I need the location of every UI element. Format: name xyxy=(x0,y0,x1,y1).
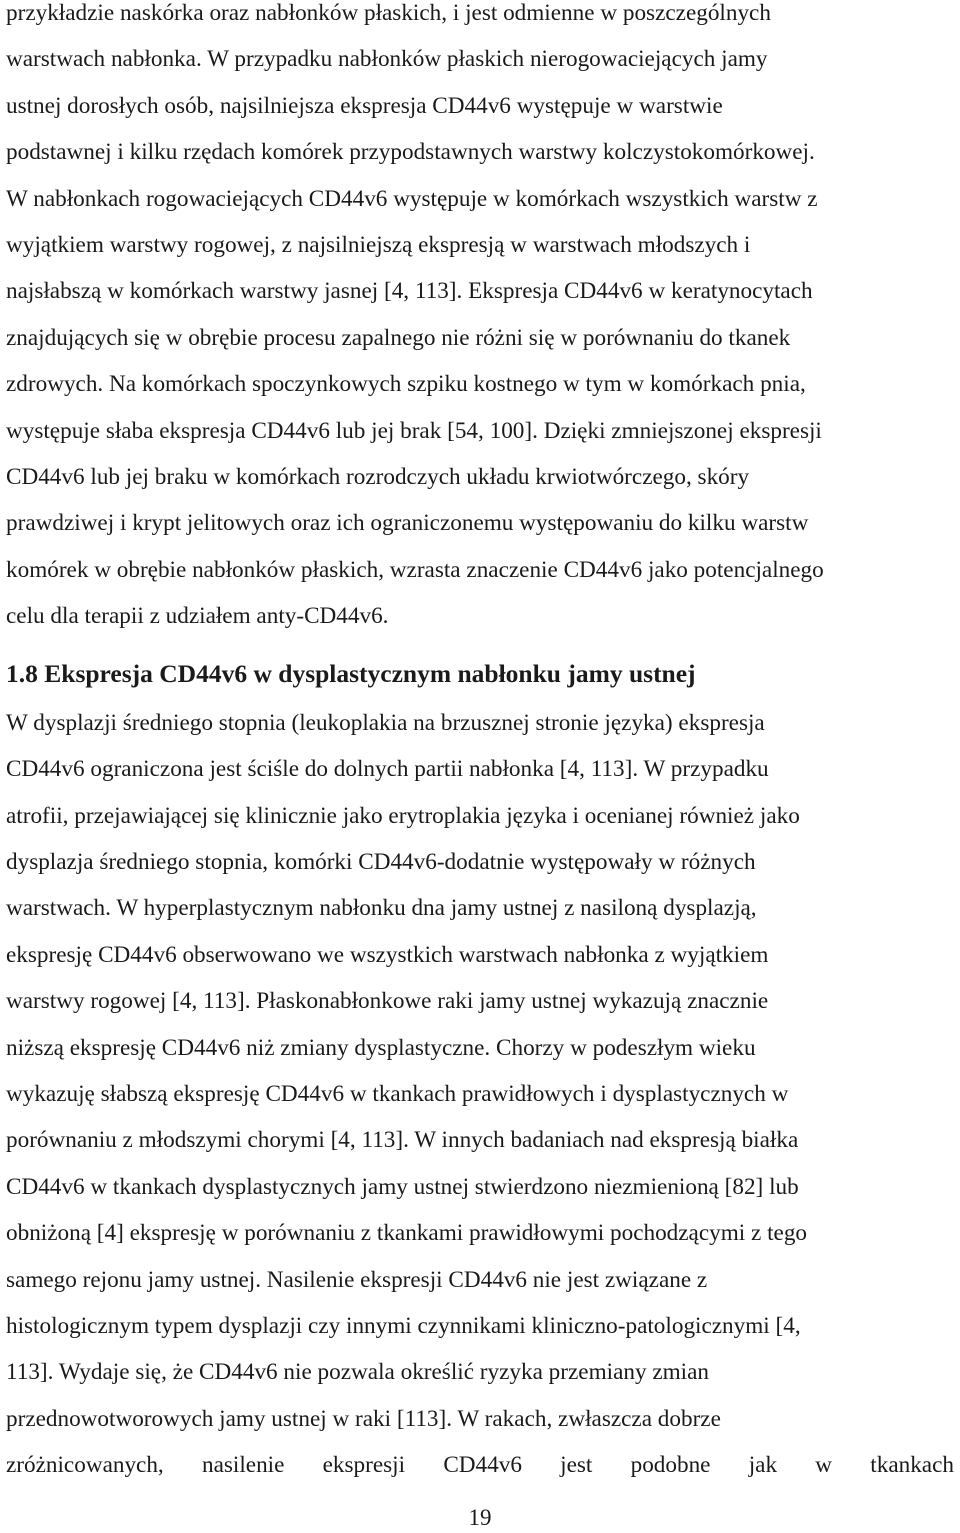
text-line: dysplazja średniego stopnia, komórki CD44v6-dodatnie występowały w różnych xyxy=(6,848,756,875)
text-line: znajdujących się w obrębie procesu zapalnego nie różni się w porównaniu do tkanek xyxy=(6,324,791,351)
text-line: CD44v6 lub jej braku w komórkach rozrodczych układu krwiotwórczego, skóry xyxy=(6,464,750,491)
text-line: samego rejonu jamy ustnej. Nasilenie ekspresji CD44v6 nie jest związane z xyxy=(6,1266,708,1293)
paragraph-dysplasia xyxy=(6,700,954,1489)
text-line: wyjątkiem warstwy rogowej, z najsilniejszą ekspresją w warstwach młodszych i xyxy=(6,232,751,259)
text-line: podstawnej i kilku rzędach komórek przypodstawnych warstwy kolczystokomórkowej. xyxy=(6,139,815,166)
text-line: warstwach nabłonka. W przypadku nabłonków płaskich nierogowaciejących jamy xyxy=(6,46,768,73)
text-line: ekspresję CD44v6 obserwowano we wszystkich warstwach nabłonka z wyjątkiem xyxy=(6,941,769,968)
text-line: porównaniu z młodszymi chorymi [4, 113]. W innych badaniach nad ekspresją białka xyxy=(6,1127,799,1154)
text-line: przykładzie naskórka oraz nabłonków płaskich, i jest odmienne w poszczególnych xyxy=(6,0,771,26)
text-line: atrofii, przejawiającej się klinicznie jako erytroplakia języka i ocenianej również jako xyxy=(6,802,800,829)
text-line: zróżnicowanych, nasilenie ekspresji CD44v6 jest podobne jak w tkankach xyxy=(6,1452,954,1479)
section-heading: 1.8 Ekspresja CD44v6 w dysplastycznym nabłonku jamy ustnej xyxy=(6,658,696,688)
text-line: CD44v6 ograniczona jest ściśle do dolnych partii nabłonka [4, 113]. W przypadku xyxy=(6,756,769,783)
text-line: przednowotworowych jamy ustnej w raki [113]. W rakach, zwłaszcza dobrze xyxy=(6,1405,721,1432)
page-number: 19 xyxy=(468,1505,492,1530)
text-line-last: celu dla terapii z udziałem anty-CD44v6. xyxy=(6,603,389,630)
text-line: niższą ekspresję CD44v6 niż zmiany dysplastyczne. Chorzy w podeszłym wieku xyxy=(6,1034,756,1061)
text-line: najsłabszą w komórkach warstwy jasnej [4, 113]. Ekspresja CD44v6 w keratynocytach xyxy=(6,278,813,305)
document-page xyxy=(6,0,954,1489)
text-line: prawdziwej i krypt jelitowych oraz ich ograniczonemu występowaniu do kilku warstw xyxy=(6,510,809,537)
text-line: warstwach. W hyperplastycznym nabłonku dna jamy ustnej z nasiloną dysplazją, xyxy=(6,895,757,922)
text-line: ustnej dorosłych osób, najsilniejsza ekspresja CD44v6 występuje w warstwie xyxy=(6,92,723,119)
text-line: wykazuję słabszą ekspresję CD44v6 w tkankach prawidłowych i dysplastycznych w xyxy=(6,1080,789,1107)
paragraph-expression-layers xyxy=(6,0,954,640)
text-line: W dysplazji średniego stopnia (leukoplakia na brzusznej stronie języka) ekspresja xyxy=(6,709,765,736)
text-line: warstwy rogowej [4, 113]. Płaskonabłonkowe raki jamy ustnej wykazują znacznie xyxy=(6,988,769,1015)
text-line: komórek w obrębie nabłonków płaskich, wzrasta znaczenie CD44v6 jako potencjalnego xyxy=(6,556,824,583)
text-line: 113]. Wydaje się, że CD44v6 nie pozwala określić ryzyka przemiany zmian xyxy=(6,1359,709,1386)
text-line: obniżoną [4] ekspresję w porównaniu z tkankami prawidłowymi pochodzącymi z tego xyxy=(6,1220,808,1247)
text-line: występuje słaba ekspresja CD44v6 lub jej brak [54, 100]. Dzięki zmniejszonej ekspresji xyxy=(6,417,822,444)
text-line: zdrowych. Na komórkach spoczynkowych szpiku kostnego w tym w komórkach pnia, xyxy=(6,371,806,398)
text-line: CD44v6 w tkankach dysplastycznych jamy ustnej stwierdzono niezmienioną [82] lub xyxy=(6,1173,799,1200)
text-line: W nabłonkach rogowaciejących CD44v6 występuje w komórkach wszystkich warstw z xyxy=(6,185,818,212)
text-line: histologicznym typem dysplazji czy innymi czynnikami kliniczno-patologicznymi [4, xyxy=(6,1312,801,1339)
